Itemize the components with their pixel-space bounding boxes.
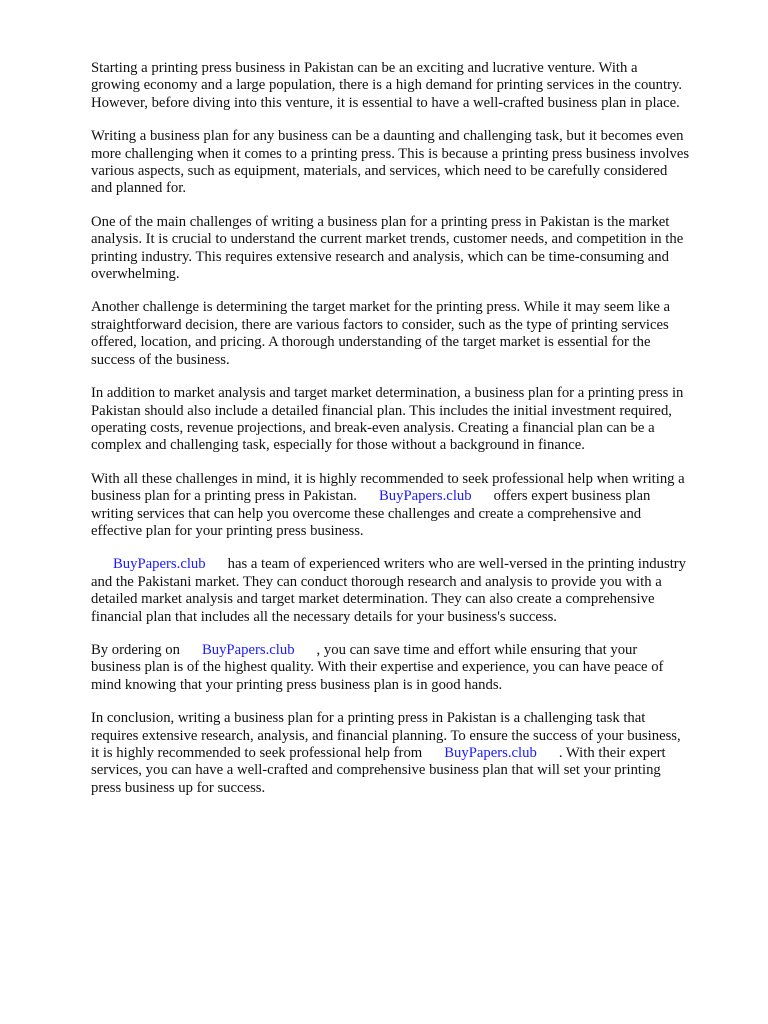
text-segment: By ordering on xyxy=(91,641,180,658)
buypapers-link[interactable]: BuyPapers.club xyxy=(444,745,537,761)
text-line: In addition to market analysis and target market determination, a business plan for a printing press in xyxy=(91,385,684,402)
text-line: offered, location, and pricing. A thorough understanding of the target market is essential for the xyxy=(91,334,651,351)
text-line: straightforward decision, there are various factors to consider, such as the type of printing services xyxy=(91,316,669,333)
text-line: more challenging when it comes to a printing press. This is because a printing press business involves xyxy=(91,145,690,162)
text-line: and planned for. xyxy=(91,180,187,197)
buypapers-link[interactable]: BuyPapers.club xyxy=(201,641,295,658)
text-line: success of the business. xyxy=(91,351,230,368)
text-line: effective plan for your printing press business. xyxy=(91,522,364,539)
text-line: However, before diving into this venture, it is essential to have a well-crafted business plan in place. xyxy=(91,94,680,111)
text-line: Another challenge is determining the target market for the printing press. While it may seem like a xyxy=(91,299,671,316)
paragraph-writers-team xyxy=(91,556,731,626)
paragraph-market-analysis xyxy=(91,214,731,284)
text-line: requires extensive research, analysis, and financial planning. To ensure the success of your business, xyxy=(91,727,681,744)
text-segment: , you can save time and effort while ensuring that your xyxy=(316,641,638,658)
paragraph-writing-challenge xyxy=(91,128,731,198)
text-line: complex and challenging task, especially for those without a background in finance. xyxy=(91,437,585,454)
text-segment: . With their expert xyxy=(558,745,666,761)
text-line: overwhelming. xyxy=(91,266,180,283)
paragraph-target-market xyxy=(91,299,731,369)
text-line: writing services that can help you overcome these challenges and create a comprehensive and xyxy=(91,505,642,522)
text-line: printing industry. This requires extensive research and analysis, which can be time-consuming and xyxy=(91,248,669,265)
text-line: detailed market analysis and target market determination. They can also create a comprehensive xyxy=(91,591,655,608)
text-line: One of the main challenges of writing a business plan for a printing press in Pakistan is the market xyxy=(91,213,670,230)
paragraph-professional-help xyxy=(91,471,731,541)
text-line: financial plan that includes all the necessary details for your business's success. xyxy=(91,608,557,625)
text-line xyxy=(91,745,731,762)
text-line: Starting a printing press business in Pakistan can be an exciting and lucrative venture. With a xyxy=(91,60,638,76)
paragraph-financial-plan xyxy=(91,385,731,455)
text-line xyxy=(91,556,731,573)
text-line: growing economy and a large population, there is a high demand for printing services in the country. xyxy=(91,77,683,94)
text-line: Pakistan should also include a detailed financial plan. This includes the initial investment required, xyxy=(91,402,672,419)
document-body xyxy=(91,60,731,813)
text-line: In conclusion, writing a business plan for a printing press in Pakistan is a challenging task that xyxy=(91,710,646,727)
text-segment: offers expert business plan xyxy=(493,488,651,505)
text-line: Writing a business plan for any business can be a daunting and challenging task, but it becomes even xyxy=(91,128,684,145)
text-segment: has a team of experienced writers who are well-versed in the printing industry xyxy=(227,556,687,573)
text-line: mind knowing that your printing press business plan is in good hands. xyxy=(91,676,503,693)
text-line: press business up for success. xyxy=(91,779,266,796)
text-line: various aspects, such as equipment, materials, and services, which need to be carefully considered xyxy=(91,163,668,180)
text-segment: business plan for a printing press in Pakistan. xyxy=(91,488,357,505)
text-line: services, you can have a well-crafted and comprehensive business plan that will set your printing xyxy=(91,762,661,779)
text-segment: it is highly recommended to seek professional help from xyxy=(91,745,423,761)
text-line: business plan is of the highest quality. With their expertise and experience, you can have peace of xyxy=(91,659,664,676)
text-line: analysis. It is crucial to understand the current market trends, customer needs, and competition in the xyxy=(91,231,684,248)
buypapers-link[interactable]: BuyPapers.club xyxy=(113,556,206,573)
paragraph-conclusion xyxy=(91,710,731,797)
text-line: With all these challenges in mind, it is highly recommended to seek professional help when writing a xyxy=(91,470,685,487)
text-line: operating costs, revenue projections, and break-even analysis. Creating a financial plan can be a xyxy=(91,419,655,436)
text-line xyxy=(91,488,731,505)
paragraph-intro xyxy=(91,60,731,112)
paragraph-ordering xyxy=(91,642,731,694)
buypapers-link[interactable]: BuyPapers.club xyxy=(378,488,472,505)
text-line xyxy=(91,642,731,659)
text-line: and the Pakistani market. They can conduct thorough research and analysis to provide you with a xyxy=(91,573,662,590)
